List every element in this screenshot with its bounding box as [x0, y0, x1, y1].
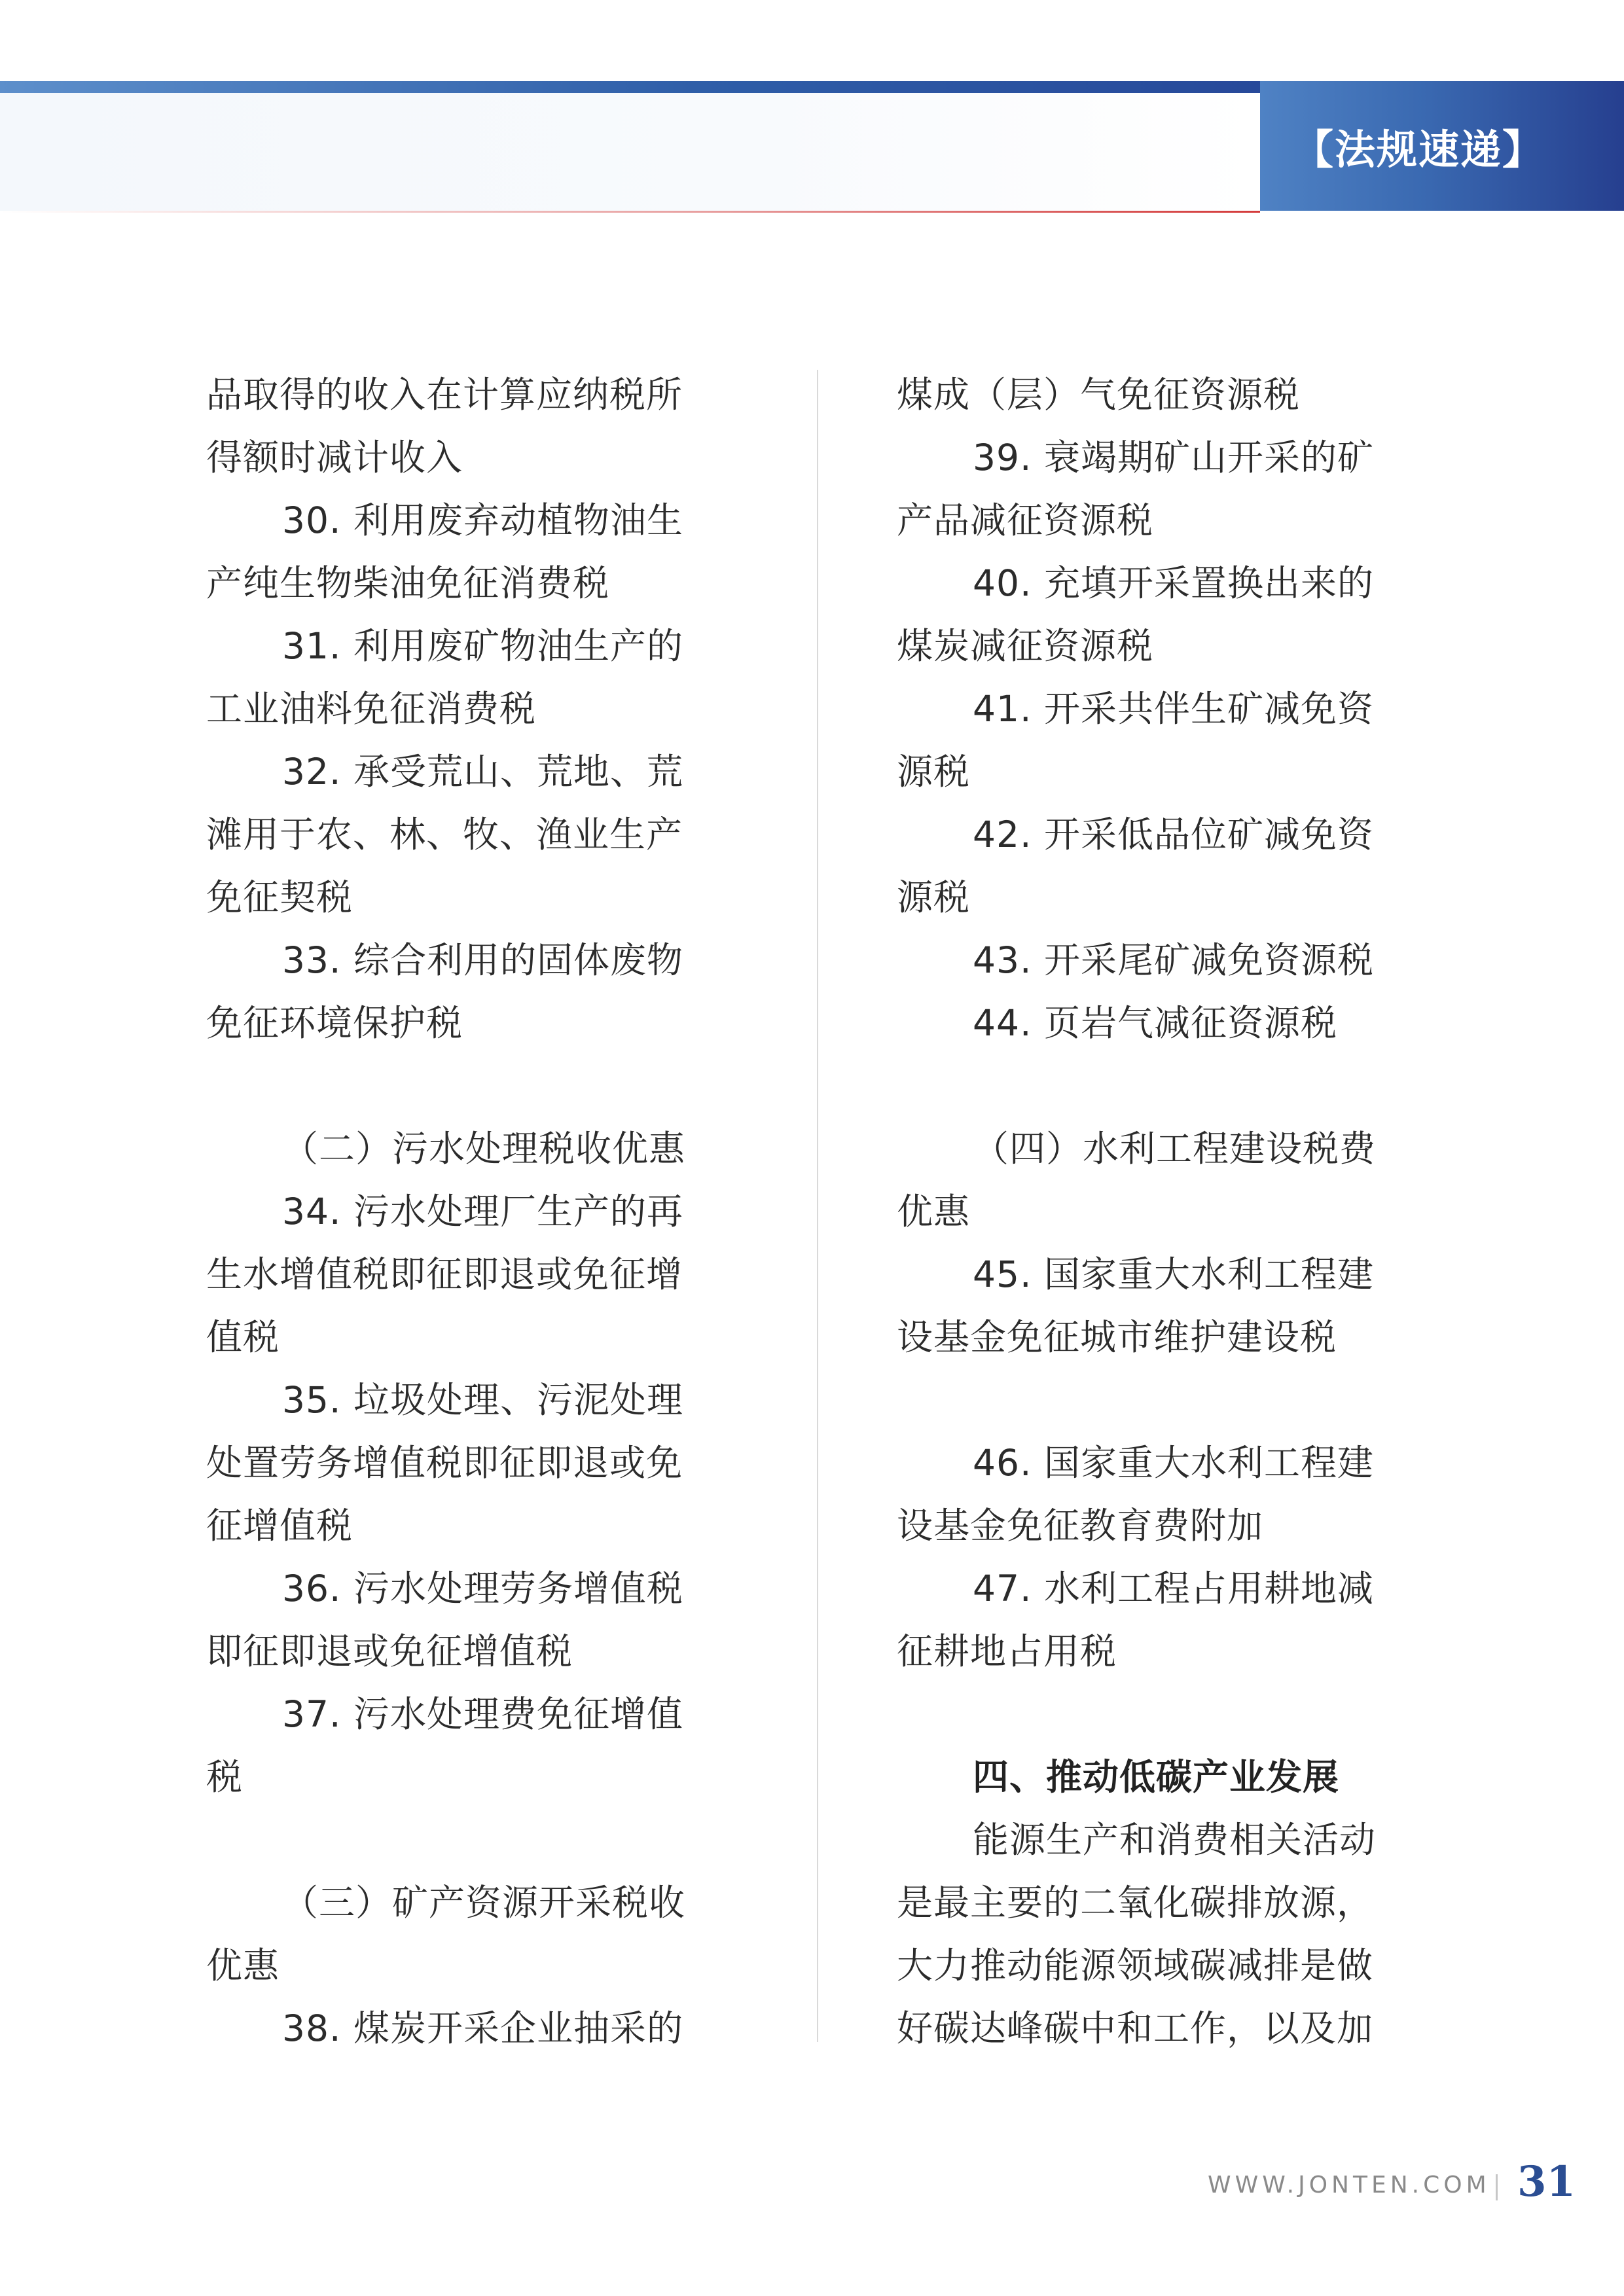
text-line: 能源生产和消费相关活动 — [973, 1819, 1377, 1861]
text-line: 33. 综合利用的固体废物 — [282, 939, 683, 981]
right-text-column — [897, 363, 1401, 2060]
header-top-line — [0, 81, 1260, 93]
blank-line — [206, 1054, 710, 1117]
text-line: 征耕地占用税 — [897, 1630, 1117, 1672]
text-line: 即征即退或免征增值税 — [206, 1630, 573, 1672]
blank-line — [206, 1808, 710, 1871]
text-line: 39. 衰竭期矿山开采的矿 — [973, 437, 1374, 478]
text-line: 工业油料免征消费税 — [206, 688, 537, 730]
text-line: 41. 开采共伴生矿减免资 — [973, 688, 1374, 730]
text-line: 处置劳务增值税即征即退或免 — [206, 1442, 683, 1484]
text-line: 免征环境保护税 — [206, 1002, 463, 1044]
column-divider — [817, 370, 818, 2042]
text-line: 产纯生物柴油免征消费税 — [206, 562, 610, 604]
text-line: 滩用于农、林、牧、渔业生产 — [206, 814, 683, 855]
text-line: 34. 污水处理厂生产的再 — [282, 1191, 683, 1232]
text-line: 品取得的收入在计算应纳税所 — [206, 374, 683, 416]
text-line: 38. 煤炭开采企业抽采的 — [282, 2007, 683, 2049]
text-line: 优惠 — [897, 1191, 971, 1232]
text-line: （四）水利工程建设税费 — [973, 1128, 1377, 1170]
text-line: 免征契税 — [206, 876, 353, 918]
section-tag — [1260, 81, 1624, 211]
text-line: 40. 充填开采置换出来的 — [973, 562, 1374, 604]
text-line: 煤炭减征资源税 — [897, 625, 1154, 667]
text-line: 43. 开采尾矿减免资源税 — [973, 939, 1374, 981]
text-line: 得额时减计收入 — [206, 437, 463, 478]
text-line: 煤成（层）气免征资源税 — [897, 374, 1301, 416]
header-underline — [0, 211, 1260, 213]
left-text-column — [206, 363, 710, 2060]
text-line: 设基金免征城市维护建设税 — [897, 1316, 1337, 1358]
text-line: 32. 承受荒山、荒地、荒 — [282, 751, 683, 793]
text-line: 47. 水利工程占用耕地减 — [973, 1568, 1374, 1609]
page-number: 31 — [1517, 2157, 1576, 2206]
text-line: 35. 垃圾处理、污泥处理 — [282, 1379, 683, 1421]
text-line: （二）污水处理税收优惠 — [282, 1128, 686, 1170]
text-line: 生水增值税即征即退或免征增 — [206, 1253, 683, 1295]
text-line: 31. 利用废矿物油生产的 — [282, 625, 683, 667]
text-line: 46. 国家重大水利工程建 — [973, 1442, 1374, 1484]
text-line: 源税 — [897, 876, 971, 918]
blank-line — [897, 1369, 1401, 1431]
text-line: 36. 污水处理劳务增值税 — [282, 1568, 683, 1609]
text-line: 设基金免征教育费附加 — [897, 1505, 1264, 1547]
text-line: （三）矿产资源开采税收 — [282, 1882, 686, 1924]
footer-website: WWW.JONTEN.COM — [1208, 2172, 1490, 2198]
text-line: 是最主要的二氧化碳排放源， — [897, 1882, 1374, 1924]
text-line: 45. 国家重大水利工程建 — [973, 1253, 1374, 1295]
text-line: 优惠 — [206, 1945, 280, 1986]
blank-line — [897, 1054, 1401, 1117]
text-line: 征增值税 — [206, 1505, 353, 1547]
text-line: 42. 开采低品位矿减免资 — [973, 814, 1374, 855]
section-tag-label: 【法规速递】 — [1293, 125, 1545, 173]
text-line: 44. 页岩气减征资源税 — [973, 1002, 1337, 1044]
text-line: 源税 — [897, 751, 971, 793]
text-line: 四、推动低碳产业发展 — [973, 1756, 1340, 1798]
text-line: 产品减征资源税 — [897, 499, 1154, 541]
text-line: 30. 利用废弃动植物油生 — [282, 499, 683, 541]
text-line: 大力推动能源领域碳减排是做 — [897, 1945, 1374, 1986]
text-line: 好碳达峰碳中和工作，以及加 — [897, 2007, 1374, 2049]
text-line: 值税 — [206, 1316, 280, 1358]
text-line: 税 — [206, 1756, 244, 1798]
footer-separator — [1496, 2174, 1498, 2200]
blank-line — [897, 1683, 1401, 1746]
text-line: 37. 污水处理费免征增值 — [282, 1693, 683, 1735]
header-band — [0, 93, 1260, 211]
